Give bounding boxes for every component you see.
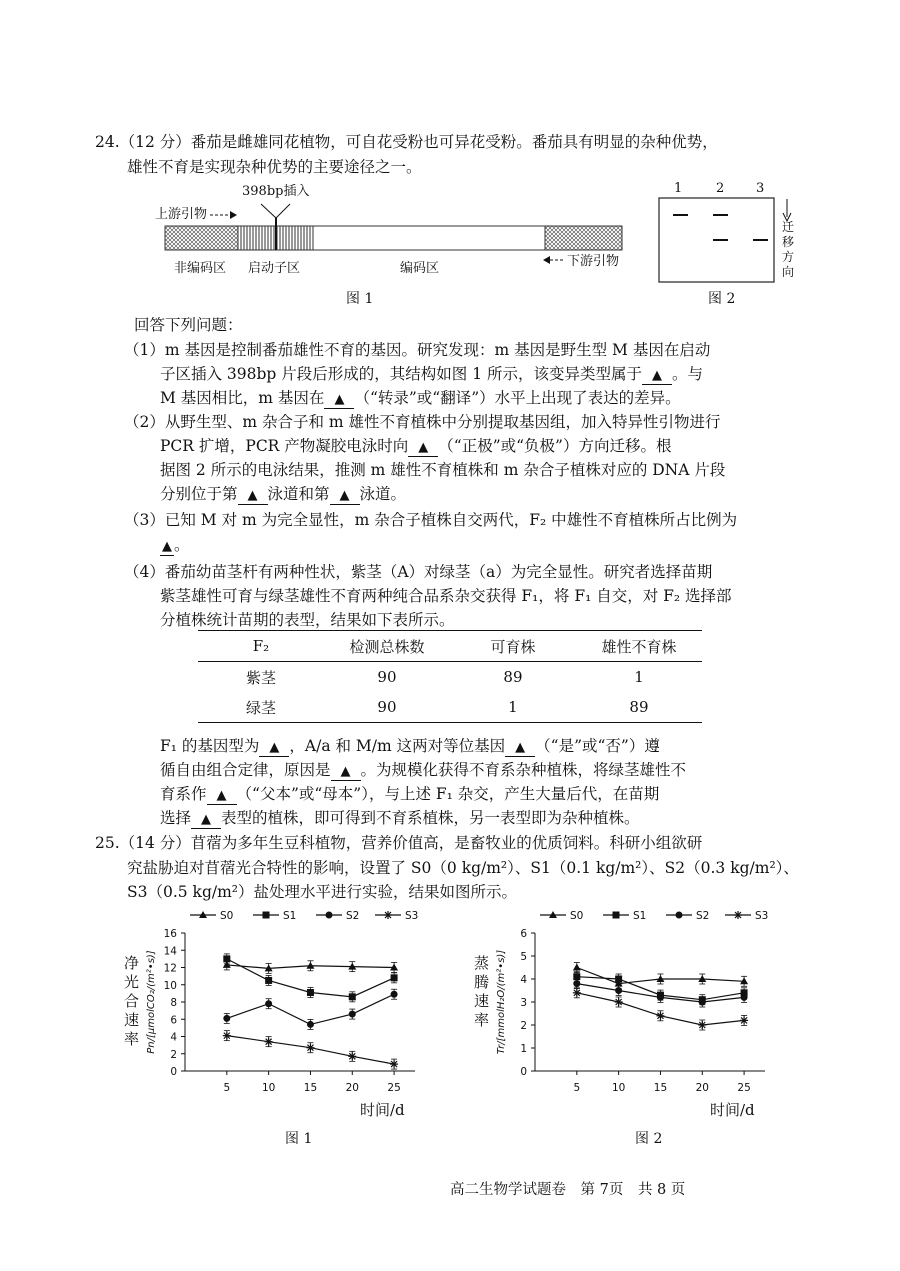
- figure-1-caption: 图 1: [346, 291, 374, 307]
- data-point: [698, 1021, 706, 1029]
- q24-p2-line-2: PCR 扩增，PCR 产物凝胶电泳时向 ▲ （“正极”或“负极”）方向迁移。根: [160, 437, 672, 455]
- data-point: [349, 1011, 356, 1018]
- q24-p3-line-1: （3）已知 M 对 m 为完全显性，m 杂合子植株自交两代，F₂ 中雄性不育植株所占比例为: [124, 511, 738, 529]
- data-point: [349, 993, 356, 1000]
- y-axis-unit-label: Tr/[mmolH₂O/(m²•s)]: [496, 949, 507, 1055]
- coding-label: 编码区: [400, 261, 440, 276]
- answer-blank: ▲: [330, 488, 360, 505]
- table-header: 检测总株数: [349, 637, 425, 656]
- legend-label: S0: [570, 910, 584, 922]
- transpiration-chart: [460, 905, 790, 1150]
- data-point: [391, 991, 398, 998]
- answer-blank: ▲: [331, 764, 361, 781]
- x-tick-label: 10: [611, 1082, 626, 1094]
- data-point: [656, 1012, 664, 1020]
- y-tick-label: 6: [520, 928, 527, 940]
- x-axis-label: 时间/d: [710, 1101, 755, 1119]
- y-tick-label: 8: [170, 997, 177, 1009]
- x-tick-label: 25: [737, 1082, 751, 1094]
- data-point: [615, 976, 622, 983]
- legend-label: S2: [696, 910, 710, 922]
- y-tick-label: 4: [170, 1031, 177, 1044]
- x-tick-label: 20: [695, 1082, 709, 1094]
- q24-p1-line-3: M 基因相比，m 基因在 ▲ （“转录”或“翻译”）水平上出现了表达的差异。: [160, 389, 681, 407]
- table-cell: 1: [508, 698, 518, 716]
- data-point: [348, 1052, 356, 1060]
- answer-blank: ▲: [238, 488, 268, 505]
- coding-region: [313, 226, 545, 250]
- downstream-noncoding-region: [545, 226, 622, 250]
- y-tick-label: 1: [520, 1043, 527, 1055]
- y-axis-label-char: 率: [124, 1030, 140, 1048]
- x-tick-label: 20: [345, 1082, 359, 1094]
- legend-label: S3: [405, 910, 419, 922]
- y-axis-label-char: 光: [124, 973, 140, 991]
- x-axis-label: 时间/d: [360, 1101, 405, 1119]
- promoter-label: 启动子区: [248, 261, 301, 276]
- table-row: [198, 662, 702, 693]
- y-axis-label-char: 速: [474, 992, 490, 1010]
- table-cell: 89: [629, 698, 649, 716]
- q24-intro-line-1: 24.（12 分）番茄是雌雄同花植物，可自花受粉也可异花受粉。番茄具有明显的杂种优势，: [95, 133, 718, 151]
- f2-phenotype-table: [198, 630, 702, 723]
- data-point: [223, 1032, 231, 1040]
- gel-figure: [658, 197, 798, 285]
- data-point: [573, 964, 581, 971]
- table-cell: 1: [634, 668, 644, 686]
- q24-p4-line-3: 分植株统计苗期的表型，结果如下表所示。: [160, 611, 455, 629]
- y-axis-label-char: 速: [124, 1011, 140, 1029]
- answer-blank: ▲: [642, 368, 672, 385]
- answer-blank: ▲: [162, 539, 172, 554]
- lane-2-label: 2: [716, 181, 725, 196]
- lane-1-label: 1: [674, 181, 683, 196]
- table-header: 可育株: [490, 637, 536, 656]
- q25-line-1: 25.（14 分）苜蓿为多年生豆科植物，营养价值高，是畜牧业的优质饲料。科研小组欲研: [95, 834, 703, 852]
- legend-label: S3: [755, 910, 769, 922]
- y-axis-label-char: 合: [124, 992, 140, 1010]
- data-point: [384, 911, 392, 919]
- table-header: F₂: [252, 637, 270, 655]
- legend-label: S1: [633, 910, 647, 922]
- insert-label: 398bp插入: [242, 184, 310, 199]
- y-axis-label-char: 净: [124, 954, 140, 972]
- x-tick-label: 10: [261, 1082, 276, 1094]
- y-tick-label: 2: [520, 1020, 527, 1032]
- table-header-row: [198, 631, 702, 662]
- gene-structure-figure: [150, 180, 640, 310]
- data-point: [573, 989, 581, 997]
- figure-2-caption: 图 2: [708, 291, 736, 307]
- q24-p2-line-1: （2）从野生型、m 杂合子和 m 雄性不育植株中分别提取基因组，加入特异性引物进行: [124, 413, 721, 431]
- figure-caption: 图 1: [285, 1131, 313, 1147]
- y-tick-label: 3: [520, 997, 527, 1009]
- data-point: [740, 1016, 748, 1024]
- q24-p2-line-4: 分别位于第 ▲ 泳道和第 ▲ 泳道。: [160, 485, 407, 503]
- figure-caption: 图 2: [635, 1131, 663, 1147]
- q24-p4-line-2: 紫茎雄性可育与绿茎雄性不育两种纯合品系杂交获得 F₁，将 F₁ 自交，对 F₂ 选择部: [160, 587, 732, 605]
- y-axis-label-char: 蒸: [474, 954, 490, 972]
- y-axis-unit-label: Pn/[μmolCO₂/(m²•s)]: [146, 950, 157, 1054]
- y-tick-label: 12: [163, 962, 177, 975]
- q24-intro-line-2: 雄性不育是实现杂种优势的主要途径之一。: [127, 158, 422, 176]
- y-tick-label: 5: [520, 951, 527, 963]
- q24-p4-line-5: 循自由组合定律，原因是 ▲ 。为规模化获得不育系杂种植株，将绿茎雄性不: [160, 761, 687, 779]
- page-footer: 高二生物学试题卷 第 7页 共 8 页: [450, 1182, 686, 1198]
- lane-3-label: 3: [756, 181, 765, 196]
- x-tick-label: 5: [223, 1082, 231, 1094]
- q24-p1-line-2: 子区插入 398bp 片段后形成的，其结构如图 1 所示，该变异类型属于 ▲ 。与: [160, 365, 704, 383]
- data-point: [391, 974, 398, 981]
- migration-direction-label: 迁 移 方 向: [782, 220, 795, 279]
- q24-p1-line-1: （1）m 基因是控制番茄雄性不育的基因。研究发现：m 基因是野生型 M 基因在启动: [124, 341, 711, 359]
- y-tick-label: 14: [163, 945, 177, 958]
- data-point: [734, 911, 742, 919]
- data-point: [265, 1038, 273, 1046]
- legend-label: S0: [220, 910, 234, 922]
- data-point: [573, 980, 580, 987]
- y-tick-label: 4: [520, 974, 527, 986]
- table-header: 雄性不育株: [601, 637, 677, 656]
- x-tick-label: 15: [653, 1082, 668, 1094]
- x-tick-label: 15: [303, 1082, 318, 1094]
- data-point: [615, 998, 623, 1006]
- q24-p4-line-6: 育系作 ▲ （“父本”或“母本”），与上述 F₁ 杂交，产生大量后代，在苗期: [160, 785, 660, 803]
- y-axis-label-char: 率: [474, 1011, 490, 1029]
- legend-label: S2: [346, 910, 360, 922]
- legend-label: S1: [283, 910, 297, 922]
- noncoding-label: 非编码区: [174, 261, 227, 276]
- y-tick-label: 16: [163, 928, 177, 940]
- answer-blank: ▲: [207, 788, 237, 805]
- answer-blank: ▲: [259, 740, 289, 757]
- data-point: [741, 994, 748, 1001]
- y-tick-label: 0: [170, 1066, 177, 1078]
- answer-blank: ▲: [191, 812, 221, 829]
- data-point: [307, 989, 314, 996]
- y-tick-label: 2: [170, 1048, 177, 1061]
- answer-prompt: 回答下列问题：: [134, 316, 243, 334]
- data-point: [699, 999, 706, 1006]
- net-photosynthesis-chart: [110, 905, 440, 1150]
- x-tick-label: 25: [387, 1082, 401, 1094]
- y-tick-label: 10: [163, 979, 177, 992]
- table-cell: 89: [503, 668, 523, 686]
- data-point: [676, 912, 683, 919]
- data-point: [223, 955, 230, 962]
- table-cell: 90: [377, 668, 397, 686]
- q24-p4-line-7: 选择 ▲ 表型的植株，即可得到不育系植株，另一表型即为杂种植株。: [160, 809, 640, 827]
- q24-p2-line-3: 据图 2 所示的电泳结果，推测 m 雄性不育植株和 m 杂合子植株对应的 DNA 片段: [160, 461, 726, 479]
- answer-blank: ▲: [408, 440, 438, 457]
- data-point: [263, 912, 270, 919]
- data-point: [265, 1000, 272, 1007]
- data-point: [306, 1044, 314, 1052]
- q24-p4-line-1: （4）番茄幼苗茎杆有两种性状，紫茎（A）对绿茎（a）为完全显性。研究者选择苗期: [124, 563, 713, 581]
- answer-blank: ▲: [324, 392, 354, 409]
- q24-p4-line-4: F₁ 的基因型为 ▲ ，A/a 和 M/m 这两对等位基因 ▲ （“是”或“否”）遵: [160, 737, 660, 755]
- y-tick-label: 0: [520, 1066, 527, 1078]
- answer-blank: ▲: [505, 740, 535, 757]
- data-point: [223, 1015, 230, 1022]
- data-point: [390, 1060, 398, 1068]
- table-cell: 绿茎: [245, 698, 276, 717]
- table-cell: 90: [377, 698, 397, 716]
- downstream-primer-label: 下游引物: [567, 254, 620, 269]
- data-point: [613, 912, 620, 919]
- q24-p3-line-2: ▲ 。: [162, 536, 190, 554]
- q25-line-3: S3（0.5 kg/m²）盐处理水平进行实验，结果如图所示。: [127, 883, 518, 901]
- table-cell: 紫茎: [245, 668, 276, 687]
- data-point: [657, 994, 664, 1001]
- y-axis-label-char: 腾: [474, 973, 490, 991]
- data-point: [265, 977, 272, 984]
- y-tick-label: 6: [170, 1014, 177, 1027]
- noncoding-region: [165, 226, 238, 250]
- data-point: [326, 912, 333, 919]
- upstream-primer-label: 上游引物: [155, 207, 208, 222]
- data-point: [307, 1021, 314, 1028]
- x-tick-label: 5: [573, 1082, 581, 1094]
- data-point: [615, 987, 622, 994]
- table-row: [198, 692, 702, 723]
- q25-line-2: 究盐胁迫对苜蓿光合特性的影响，设置了 S0（0 kg/m²）、S1（0.1 kg/m²）、S2（0.3 kg/m²）、: [127, 859, 799, 877]
